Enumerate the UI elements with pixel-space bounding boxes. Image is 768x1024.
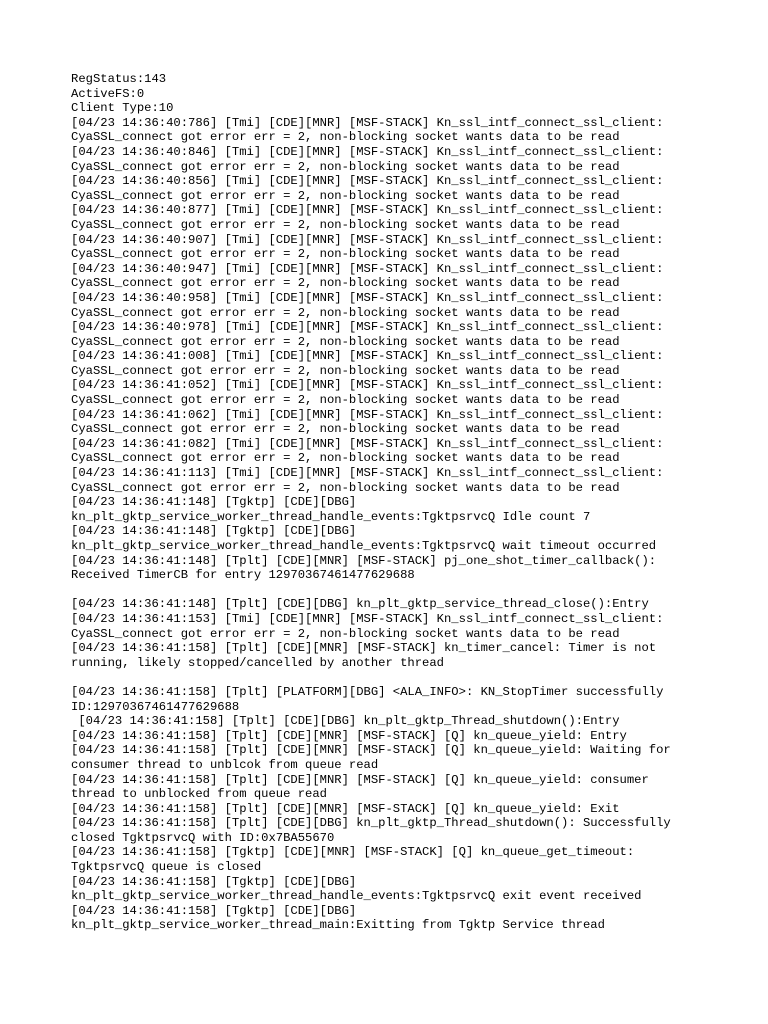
log-line: CyaSSL_connect got error err = 2, non-blocking socket wants data to be read: [71, 363, 620, 378]
log-line: [04/23 14:36:40:856] [Tmi] [CDE][MNR] [MSF-STACK] Kn_ssl_intf_connect_ssl_client:: [71, 174, 664, 189]
log-line: [04/23 14:36:40:958] [Tmi] [CDE][MNR] [MSF-STACK] Kn_ssl_intf_connect_ssl_client:: [71, 290, 664, 305]
log-line: [04/23 14:36:41:148] [Tgktp] [CDE][DBG]: [71, 495, 357, 510]
log-line: CyaSSL_connect got error err = 2, non-blocking socket wants data to be read: [71, 130, 620, 145]
log-line: [04/23 14:36:41:158] [Tplt] [CDE][DBG] kn_plt_gktp_Thread_shutdown():Entry: [71, 714, 620, 729]
log-line: CyaSSL_connect got error err = 2, non-blocking socket wants data to be read: [71, 305, 620, 320]
log-line: CyaSSL_connect got error err = 2, non-blocking socket wants data to be read: [71, 247, 620, 262]
log-line: CyaSSL_connect got error err = 2, non-blocking socket wants data to be read: [71, 451, 620, 466]
log-line: kn_plt_gktp_service_worker_thread_handle_events:TgktpsrvcQ exit event received: [71, 889, 642, 904]
log-line: CyaSSL_connect got error err = 2, non-blocking socket wants data to be read: [71, 188, 620, 203]
log-line: CyaSSL_connect got error err = 2, non-blocking socket wants data to be read: [71, 276, 620, 291]
log-line: [71, 583, 761, 598]
log-line: CyaSSL_connect got error err = 2, non-blocking socket wants data to be read: [71, 626, 620, 641]
log-line: Client Type:10: [71, 101, 174, 116]
log-line: CyaSSL_connect got error err = 2, non-blocking socket wants data to be read: [71, 159, 620, 174]
log-line: Received TimerCB for entry 12970367461477629688: [71, 568, 415, 583]
log-line: thread to unblocked from queue read: [71, 787, 327, 802]
log-line: [04/23 14:36:41:062] [Tmi] [CDE][MNR] [MSF-STACK] Kn_ssl_intf_connect_ssl_client:: [71, 407, 664, 422]
log-line: [04/23 14:36:41:158] [Tplt] [CDE][MNR] [MSF-STACK] [Q] kn_queue_yield: Waiting for: [71, 743, 671, 758]
log-line: [04/23 14:36:41:158] [Tplt] [CDE][MNR] [MSF-STACK] [Q] kn_queue_yield: Entry: [71, 728, 627, 743]
log-line: [04/23 14:36:41:113] [Tmi] [CDE][MNR] [MSF-STACK] Kn_ssl_intf_connect_ssl_client:: [71, 466, 664, 481]
log-line: kn_plt_gktp_service_worker_thread_handle_events:TgktpsrvcQ Idle count 7: [71, 509, 591, 524]
log-line: RegStatus:143: [71, 72, 167, 86]
log-line: [04/23 14:36:41:148] [Tgktp] [CDE][DBG]: [71, 524, 357, 539]
log-line: CyaSSL_connect got error err = 2, non-blocking socket wants data to be read: [71, 217, 620, 232]
log-line: [04/23 14:36:41:052] [Tmi] [CDE][MNR] [MSF-STACK] Kn_ssl_intf_connect_ssl_client:: [71, 378, 664, 393]
log-line: [04/23 14:36:41:158] [Tplt] [CDE][DBG] kn_plt_gktp_Thread_shutdown(): Successfully: [71, 816, 671, 831]
log-line: CyaSSL_connect got error err = 2, non-blocking socket wants data to be read: [71, 334, 620, 349]
log-line: closed TgktpsrvcQ with ID:0x7BA55670: [71, 830, 335, 845]
log-line: [04/23 14:36:40:877] [Tmi] [CDE][MNR] [MSF-STACK] Kn_ssl_intf_connect_ssl_client:: [71, 203, 664, 218]
log-line: [04/23 14:36:40:978] [Tmi] [CDE][MNR] [MSF-STACK] Kn_ssl_intf_connect_ssl_client:: [71, 320, 664, 335]
log-line: [04/23 14:36:41:158] [Tplt] [CDE][MNR] [MSF-STACK] kn_timer_cancel: Timer is not: [71, 641, 657, 656]
log-line: [04/23 14:36:41:158] [Tgktp] [CDE][DBG]: [71, 903, 357, 918]
log-line: [04/23 14:36:41:158] [Tgktp] [CDE][MNR] [MSF-STACK] [Q] kn_queue_get_timeout:: [71, 845, 635, 860]
log-line: CyaSSL_connect got error err = 2, non-blocking socket wants data to be read: [71, 422, 620, 437]
log-line: [04/23 14:36:40:907] [Tmi] [CDE][MNR] [MSF-STACK] Kn_ssl_intf_connect_ssl_client:: [71, 232, 664, 247]
log-line: ID:12970367461477629688: [71, 699, 240, 714]
log-line: [04/23 14:36:40:947] [Tmi] [CDE][MNR] [MSF-STACK] Kn_ssl_intf_connect_ssl_client:: [71, 261, 664, 276]
log-line: [04/23 14:36:41:158] [Tplt] [CDE][MNR] [MSF-STACK] [Q] kn_queue_yield: Exit: [71, 801, 620, 816]
log-line: [04/23 14:36:41:158] [Tplt] [CDE][MNR] [MSF-STACK] [Q] kn_queue_yield: consumer: [71, 772, 649, 787]
log-line: CyaSSL_connect got error err = 2, non-blocking socket wants data to be read: [71, 480, 620, 495]
log-line: [04/23 14:36:40:786] [Tmi] [CDE][MNR] [MSF-STACK] Kn_ssl_intf_connect_ssl_client:: [71, 115, 664, 130]
log-line: [04/23 14:36:41:008] [Tmi] [CDE][MNR] [MSF-STACK] Kn_ssl_intf_connect_ssl_client:: [71, 349, 664, 364]
log-line: kn_plt_gktp_service_worker_thread_main:Exitting from Tgktp Service thread: [71, 918, 605, 933]
log-line: [04/23 14:36:40:846] [Tmi] [CDE][MNR] [MSF-STACK] Kn_ssl_intf_connect_ssl_client:: [71, 144, 664, 159]
log-line: [71, 670, 761, 685]
log-line: CyaSSL_connect got error err = 2, non-blocking socket wants data to be read: [71, 393, 620, 408]
log-line: [04/23 14:36:41:082] [Tmi] [CDE][MNR] [MSF-STACK] Kn_ssl_intf_connect_ssl_client:: [71, 436, 664, 451]
log-line: [04/23 14:36:41:158] [Tgktp] [CDE][DBG]: [71, 874, 357, 889]
log-line: [04/23 14:36:41:148] [Tplt] [CDE][MNR] [MSF-STACK] pj_one_shot_timer_callback():: [71, 553, 657, 568]
log-line: [04/23 14:36:41:158] [Tplt] [PLATFORM][DBG] <ALA_INFO>: KN_StopTimer successfully: [71, 684, 664, 699]
log-line: consumer thread to unblcok from queue read: [71, 757, 379, 772]
log-line: ActiveFS:0: [71, 86, 145, 101]
log-line: [04/23 14:36:41:153] [Tmi] [CDE][MNR] [MSF-STACK] Kn_ssl_intf_connect_ssl_client:: [71, 611, 664, 626]
log-line: running, likely stopped/cancelled by another thread: [71, 655, 444, 670]
log-line: kn_plt_gktp_service_worker_thread_handle_events:TgktpsrvcQ wait timeout occurred: [71, 539, 657, 553]
log-line: [04/23 14:36:41:148] [Tplt] [CDE][DBG] kn_plt_gktp_service_thread_close():Entry: [71, 597, 649, 612]
log-line: TgktpsrvcQ queue is closed: [71, 860, 262, 875]
log-document: [71, 72, 761, 933]
